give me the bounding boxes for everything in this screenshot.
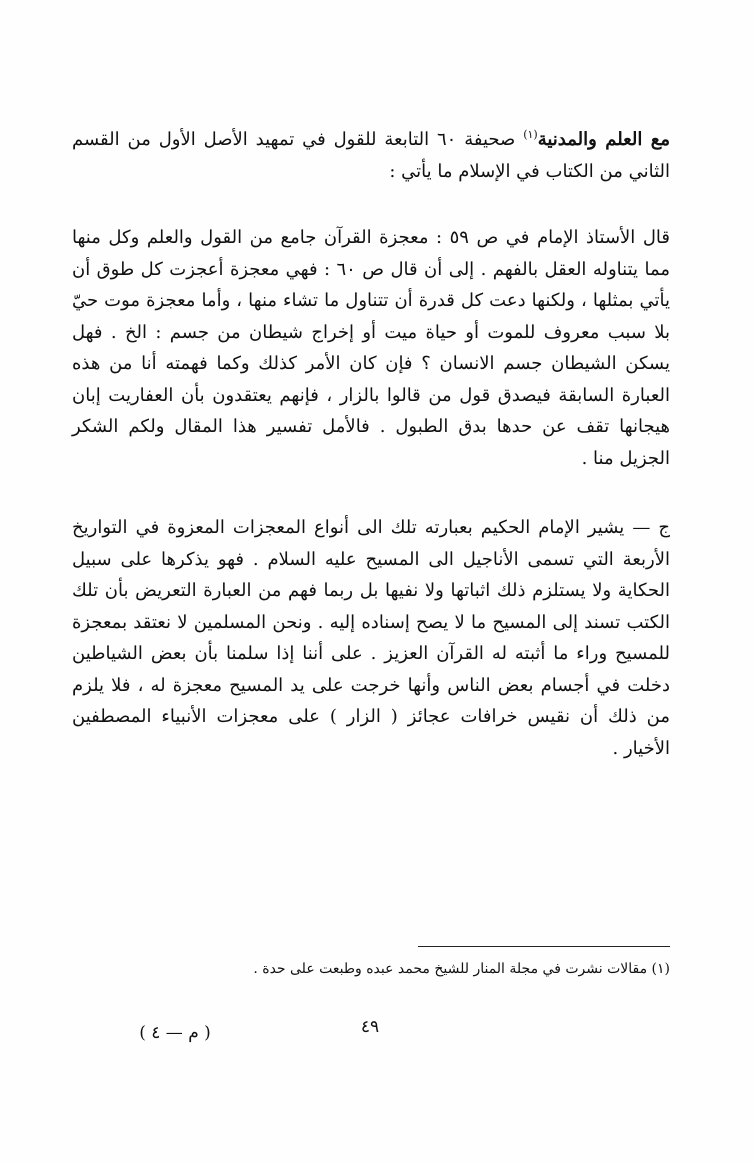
question-paragraph: قال الأستاذ الإمام في ص ٥٩ : معجزة القرآن جامع من القول والعلم وكل منها مما يتناوله العقل بالفهم . إلى أن قال ص ٦٠ : فهي معجزة أعجزت كل طوق أن يأتي بمثلها ، ولكنها دعت كل قدرة أن تتناول ما تشاء منها ، وأما معجزة موت حيّ بلا سبب معروف للموت أو حياة ميت أو إخراج شيطان من جسم : الخ . فهل يسكن الشيطان جسم الانسان ؟ فإن كان الأمر كذلك وكما فهمته أنا من هذه العبارة السابقة فيصدق قول من قالوا بالزار ، فإنهم يعتقدون بأن العفاريت إبان هيجانها تقف عن حدها بدق الطبول . فالأمل تفسير هذا المقال ولكم الشكر الجزيل منا . xyxy=(72,227,670,469)
footnote-divider xyxy=(418,946,670,947)
footnote: (١) مقالات نشرت في مجلة المنار للشيخ محمد عبده وطبعت على حدة . xyxy=(253,961,670,977)
footnote-marker: (١) xyxy=(523,128,538,141)
answer-paragraph: ج — يشير الإمام الحكيم بعبارته تلك الى أنواع المعجزات المعزوة في التواريخ الأربعة التي تسمى الأناجيل الى المسيح عليه السلام . فهو يذكرها على سبيل الحكاية ولا يستلزم ذلك اثباتها ولا نفيها بل ربما فهم من العبارة التعريض بأن تلك الكتب تسند إلى المسيح ما لا يصح إسناده إليه . ونحن المسلمين لا نعتقد بمعجزة للمسيح وراء ما أثبته له القرآن العزيز . على أننا إذا سلمنا بأن بعض الشياطين دخلت في أجسام بعض الناس وأنها خرجت على يد المسيح معجزة له ، فلا يلزم من ذلك أن نقيس خرافات عجائز ( الزار ) على معجزات الأنبياء المصطفين الأخيار . xyxy=(72,517,670,759)
page-number: ٤٩ xyxy=(360,1017,380,1037)
intro-text: صحيفة ٦٠ التابعة للقول في تمهيد الأصل الأول من القسم الثاني من الكتاب في الإسلام ما يأتي : xyxy=(72,129,670,182)
intro-paragraph xyxy=(72,124,670,187)
printer-signature: ( م — ٤ ) xyxy=(139,1023,211,1043)
intro-lead: مع العلم والمدنية xyxy=(537,129,670,150)
